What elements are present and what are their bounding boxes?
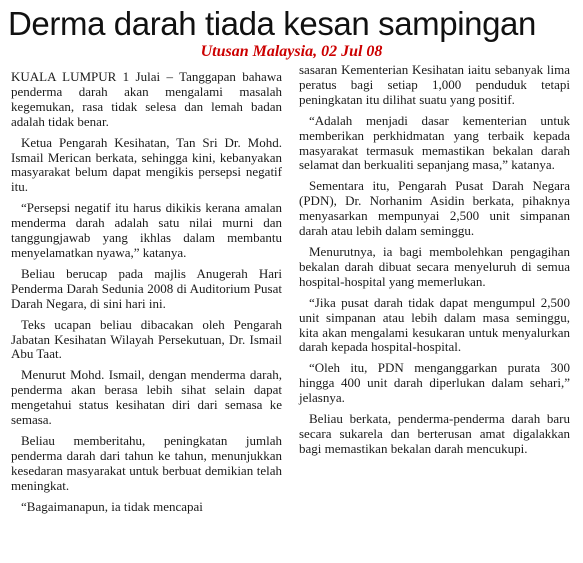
paragraph: “Oleh itu, PDN menganggarkan purata 300 hingga 400 unit darah diperlukan dalam sehari,” jelasnya.: [299, 360, 570, 406]
paragraph: Sementara itu, Pengarah Pusat Darah Negara (PDN), Dr. Norhanim Asidin berkata, pihaknya menyasarkan mempunyai 2,500 unit simpanan darah atau lebih dalam seminggu.: [299, 178, 570, 239]
paragraph: “Persepsi negatif itu harus dikikis kerana amalan menderma darah adalah satu nilai murni dan tanggungjawab yang ikhlas dalam membantu menyelamatkan nyawa,” katanya.: [11, 200, 282, 260]
source-line: Utusan Malaysia, 02 Jul 08: [200, 43, 383, 60]
paragraph: Beliau memberitahu, peningkatan jumlah penderma darah dari tahun ke tahun, menunjukkan kesedaran masyarakat untuk berbuat demikian telah meningkat.: [11, 432, 282, 493]
paragraph: KUALA LUMPUR 1 Julai – Tanggapan bahawa penderma darah akan mengalami masalah kegemukan, rasa tidak selesa dan lemah badan adalah tidak benar.: [11, 69, 282, 129]
paragraph: “Adalah menjadi dasar kementerian untuk memberikan perkhidmatan yang terbaik kepada masyarakat termasuk memastikan bekalan darah selamat dan berkualiti sepanjang masa,” katanya.: [299, 112, 570, 173]
paragraph: Menurut Mohd. Ismail, dengan menderma darah, penderma akan berasa lebih sihat selain dapat mengetahui status kesihatan diri dari semasa ke semasa.: [11, 367, 282, 428]
article-column-left: [11, 70, 282, 520]
headline: Derma darah tiada kesan sampingan: [8, 5, 536, 42]
article-column-right: [299, 63, 570, 463]
paragraph: sasaran Kementerian Kesihatan iaitu sebanyak lima peratus bagi setiap 1,000 penduduk tetapi peningkatan itu dilihat suatu yang positif.: [299, 62, 570, 107]
paragraph: Teks ucapan beliau dibacakan oleh Pengarah Jabatan Kesihatan Wilayah Persekutuan, Dr. Ismail Abu Taat.: [11, 316, 282, 362]
paragraph: “Bagaimanapun, ia tidak mencapai: [21, 498, 203, 514]
paragraph: Ketua Pengarah Kesihatan, Tan Sri Dr. Mohd. Ismail Merican berkata, sehingga kini, kebanyakan masyarakat belum dapat mengikis persepsi negatif itu.: [11, 134, 282, 195]
paragraph: “Jika pusat darah tidak dapat mengumpul 2,500 unit simpanan atau lebih dalam masa seminggu, kita akan mengalami kesukaran untuk menyalurkan darah kepada hospital-hospital.: [299, 294, 570, 355]
paragraph: Menurutnya, ia bagi membolehkan pengagihan bekalan darah dibuat secara menyeluruh di semua hospital-hospital yang memerlukan.: [299, 243, 570, 289]
paragraph: Beliau berucap pada majlis Anugerah Hari Penderma Darah Sedunia 2008 di Auditorium Pusat Darah Negara, di sini hari ini.: [11, 265, 282, 311]
paragraph: Beliau berkata, penderma-penderma darah baru secara sukarela dan berterusan amat digalakkan bagi memastikan bekalan darah mencukupi.: [299, 411, 570, 456]
